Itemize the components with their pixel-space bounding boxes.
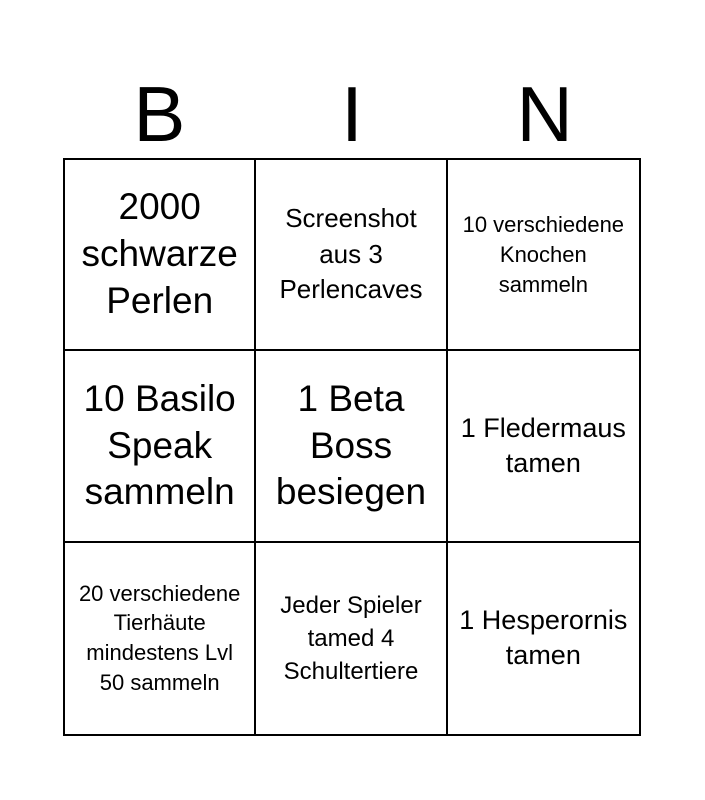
header-letter-n: N	[516, 70, 573, 158]
bingo-cell[interactable]: 1 Beta Boss besiegen	[256, 351, 447, 542]
bingo-cell[interactable]: 1 Hesperornis tamen	[459, 605, 628, 671]
bingo-cell[interactable]: 2000 schwarze Perlen	[65, 160, 256, 351]
bingo-cell[interactable]: 1 Fledermaus tamen	[448, 351, 639, 542]
bingo-grid	[63, 158, 641, 736]
bingo-cell[interactable]: 20 verschiedene Tierhäute mindestens Lvl 50 sammeln	[65, 543, 256, 734]
header-letter-i: I	[341, 70, 363, 158]
bingo-cell[interactable]: Jeder Spieler tamed 4 Schultertiere	[256, 543, 447, 734]
bingo-cell[interactable]: 10 Basilo Speak sammeln	[65, 351, 256, 542]
bingo-header	[63, 70, 641, 158]
bingo-cell[interactable]: 10 verschiedene Knochen sammeln	[448, 160, 639, 351]
header-letter-b: B	[133, 70, 186, 158]
bingo-cell[interactable]: Screenshot aus 3 Perlencaves	[256, 160, 447, 351]
